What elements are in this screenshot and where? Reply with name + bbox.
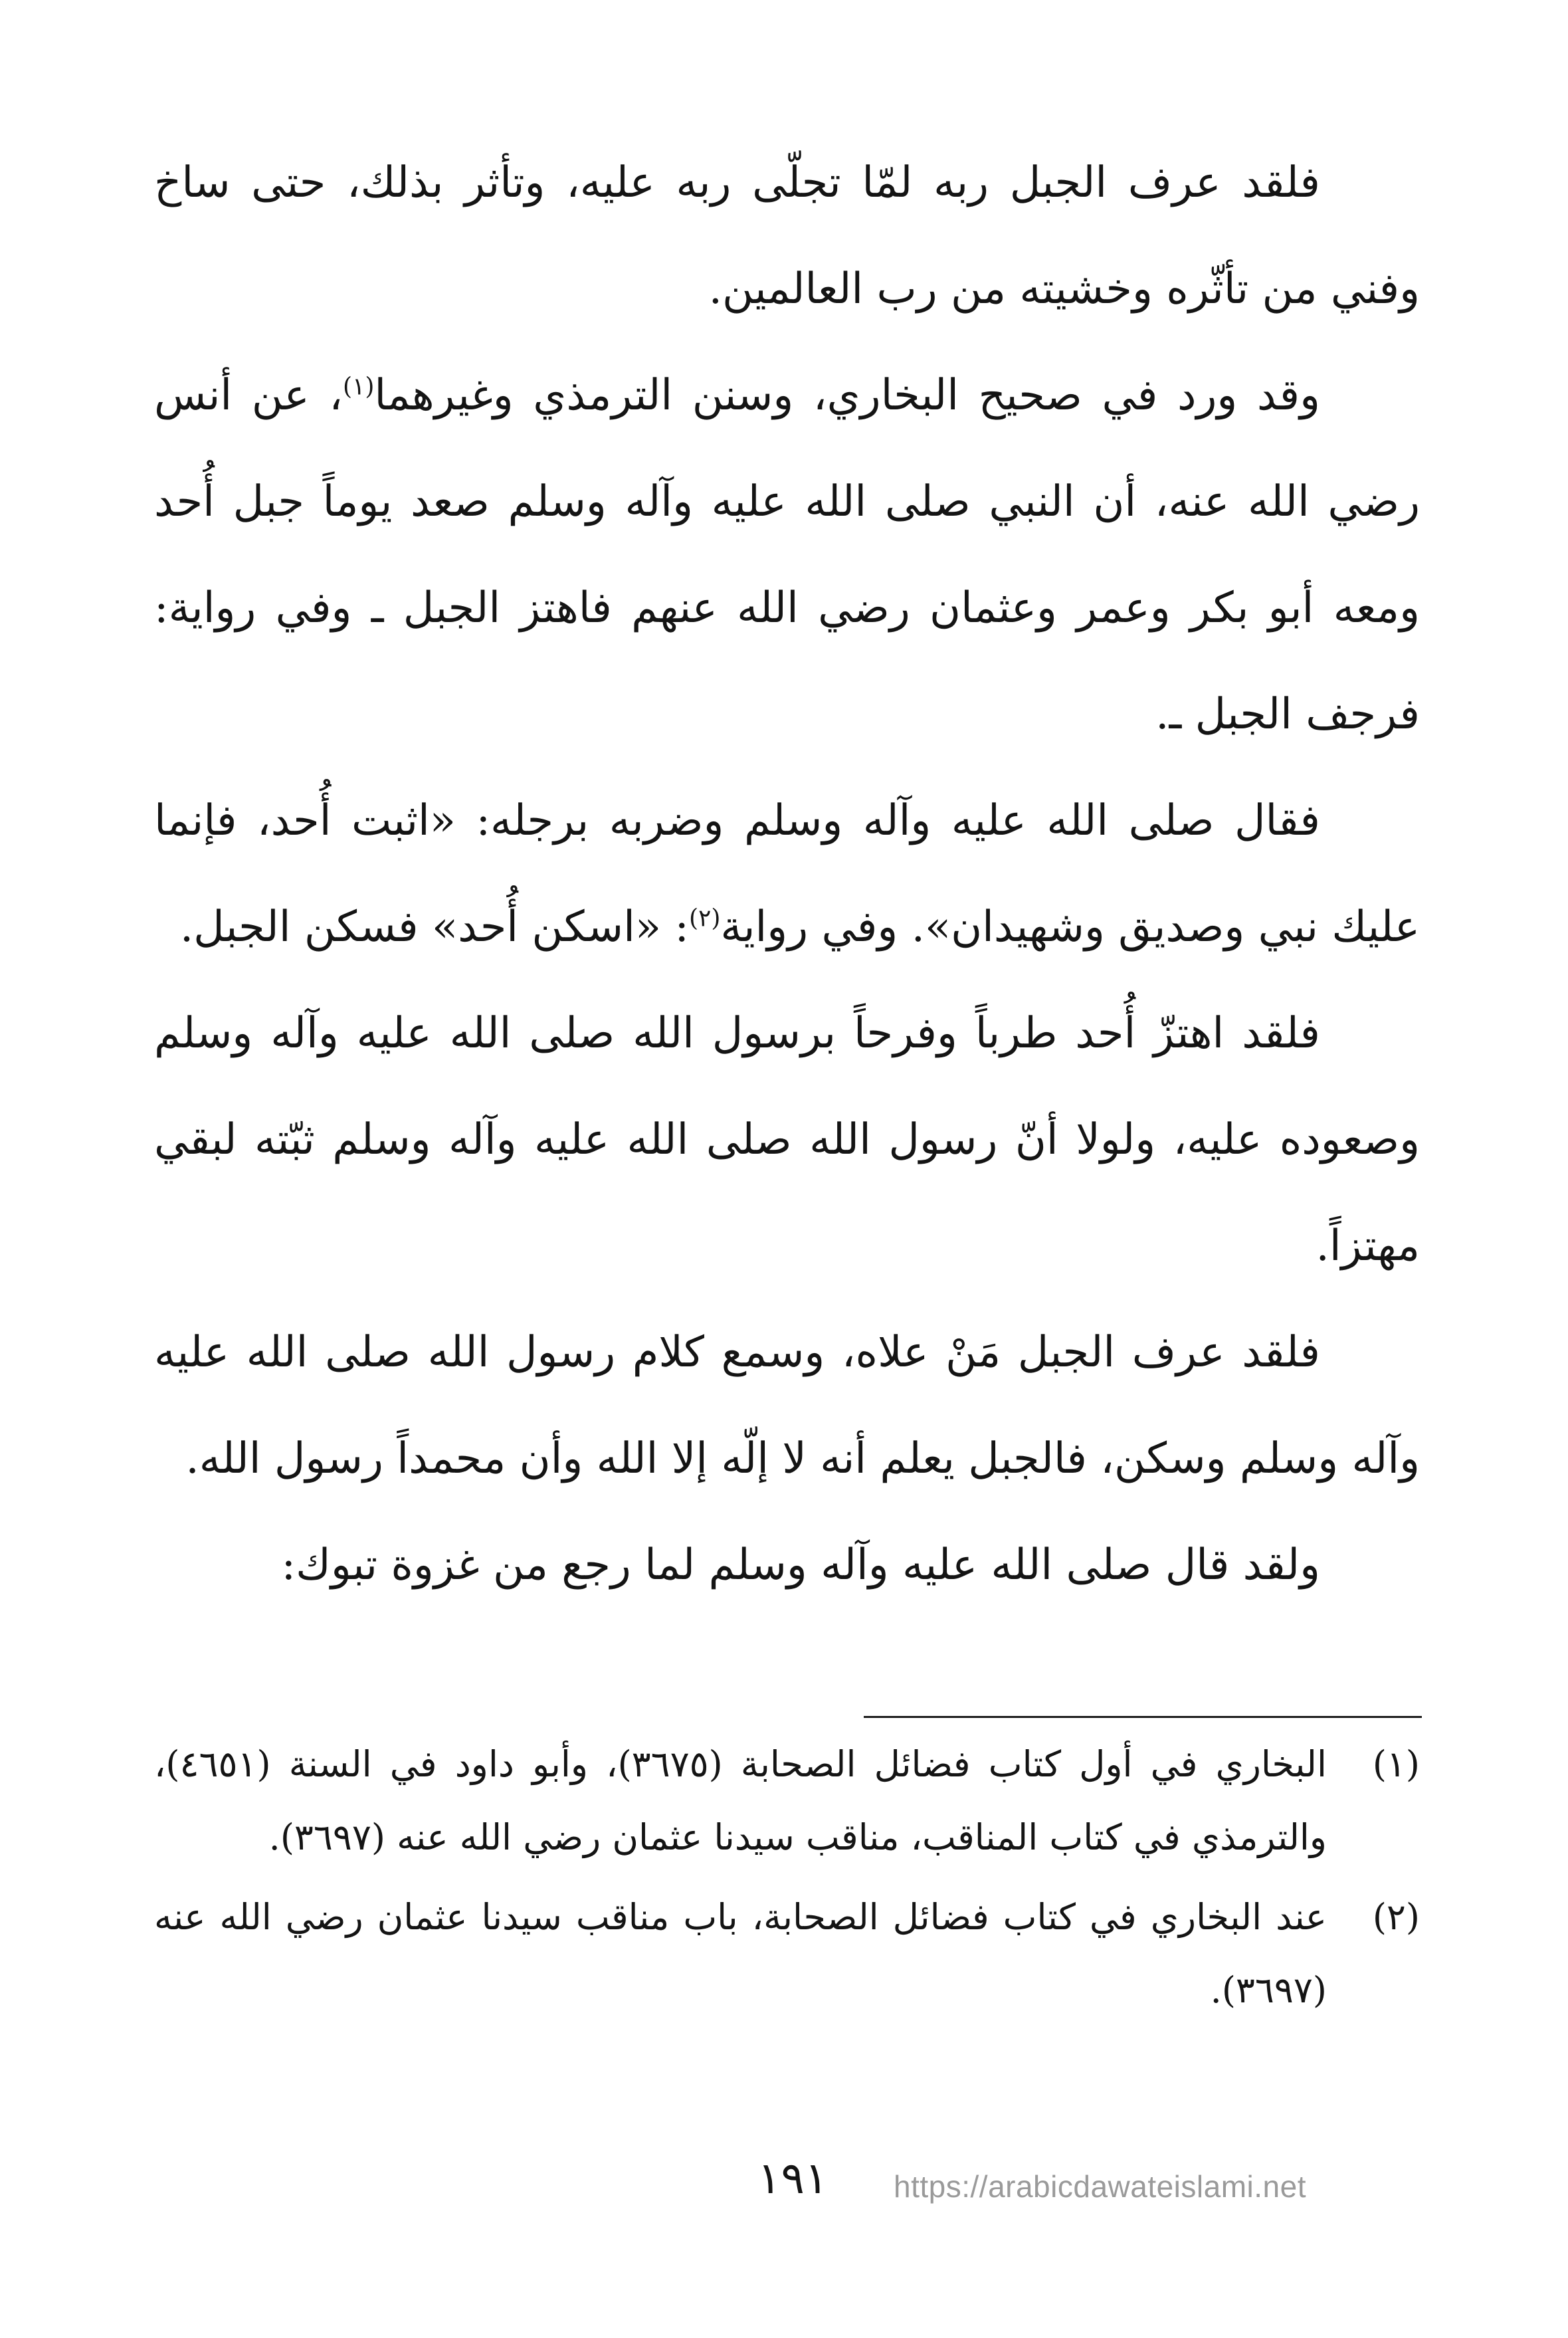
paragraph-5	[154, 1299, 1420, 1512]
paragraph-4-text: فلقد اهتزّ أُحد طرباً وفرحاً برسول الله صلى الله عليه وآله وسلم وصعوده عليه، ولولا أنّ رسول الله صلى الله عليه وآله وسلم ثبّته لبقي مهتزاً.	[154, 1009, 1420, 1271]
paragraph-3-text-start: فقال صلى الله عليه وآله وسلم وضربه برجله: «اثبت أُحد، فإنما عليك نبي وصديق وشهيدان». وفي رواية	[154, 796, 1420, 952]
paragraph-3	[154, 768, 1420, 980]
footnote-1-number: (١)	[1372, 1743, 1420, 1785]
paragraph-2-text-start: وقد ورد في صحيح البخاري، وسنن الترمذي وغيرهما	[374, 371, 1321, 420]
footnote-separator	[864, 1716, 1422, 1718]
paragraph-6-text: ولقد قال صلى الله عليه وآله وسلم لما رجع من غزوة تبوك:	[281, 1541, 1320, 1590]
footnote-2-text: عند البخاري في كتاب فضائل الصحابة، باب مناقب سيدنا عثمان رضي الله عنه (٣٦٩٧).	[154, 1896, 1327, 2011]
footnotes	[154, 1728, 1420, 2034]
footnote-2-number: (٢)	[1372, 1896, 1420, 1938]
footnote-1-text: البخاري في أول كتاب فضائل الصحابة (٣٦٧٥)، وأبو داود في السنة (٤٦٥١)، والترمذي في كتاب المناقب، مناقب سيدنا عثمان رضي الله عنه (٣٦٩٧).	[154, 1743, 1327, 1858]
footnote-2	[154, 1881, 1420, 2027]
footnote-1	[154, 1728, 1420, 1874]
paragraph-2-text-end: ، عن أنس رضي الله عنه، أن النبي صلى الله عليه وآله وسلم صعد يوماً جبل أُحد ومعه أبو بكر وعمر وعثمان رضي الله عنهم فاهتز الجبل ـ وفي رواية: فرجف الجبل ـ.	[154, 371, 1420, 739]
watermark-url[interactable]: https://arabicdawateislami.net	[894, 2169, 1306, 2204]
main-text	[154, 130, 1420, 1618]
paragraph-1-text: فلقد عرف الجبل ربه لمّا تجلّى ربه عليه، وتأثر بذلك، حتى ساخ وفني من تأثّره وخشيته من رب العالمين.	[154, 158, 1420, 314]
paragraph-1	[154, 130, 1420, 342]
paragraph-3-text-end: : «اسكن أُحد» فسكن الجبل.	[179, 903, 689, 952]
page-number: ١٩١	[757, 2153, 829, 2204]
footnote-ref-2[interactable]: (٢)	[688, 904, 721, 932]
paragraph-6	[154, 1512, 1420, 1618]
paragraph-2	[154, 342, 1420, 768]
paragraph-5-text: فلقد عرف الجبل مَنْ علاه، وسمع كلام رسول الله صلى الله عليه وآله وسلم وسكن، فالجبل يعلم أنه لا إلّه إلا الله وأن محمداً رسول الله.	[154, 1328, 1420, 1483]
paragraph-4	[154, 980, 1420, 1299]
footnote-ref-1[interactable]: (١)	[342, 373, 375, 401]
